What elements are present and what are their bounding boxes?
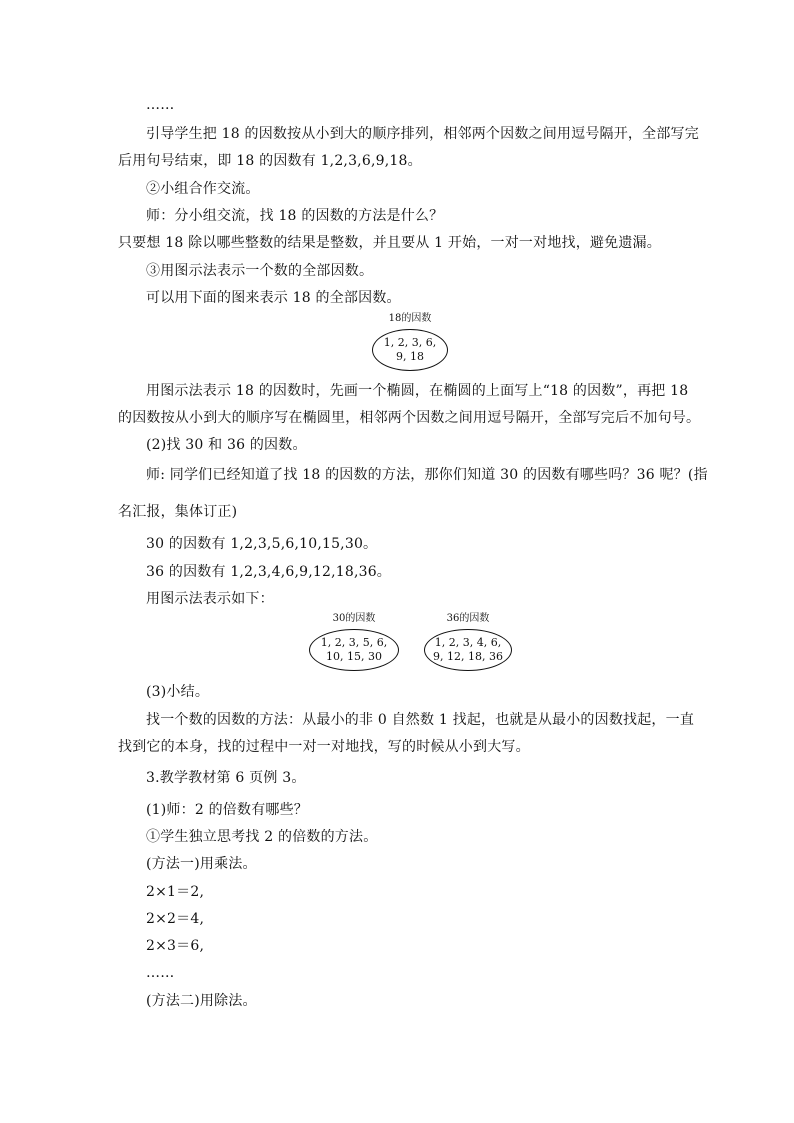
paragraph-line: 36 的因数有 1,2,3,4,6,9,12,18,36。: [146, 564, 392, 580]
section-heading: (3)小结。: [146, 684, 210, 700]
paragraph-line: 用图示法表示如下：: [146, 591, 274, 607]
diagram-caption: 18的因数: [388, 313, 432, 324]
paragraph-line: 找一个数的因数的方法：从最小的非 0 自然数 1 找起，也就是从最小的因数找起，一直: [146, 712, 695, 728]
paragraph-line: 可以用下面的图来表示 18 的全部因数。: [146, 290, 401, 306]
factor-list-row: 10, 15, 30: [326, 650, 382, 663]
factor-ellipse: [424, 629, 512, 671]
factor-list-row: 1, 2, 3, 6,: [383, 336, 437, 349]
teacher-question: 师: 同学们已经知道了找 18 的因数的方法，那你们知道 30 的因数有哪些吗？36 呢？(指: [146, 467, 708, 483]
step-heading: ②小组合作交流。: [146, 181, 260, 197]
equation-line: 2×2＝4,: [146, 911, 205, 927]
method-heading: (方法一)用乘法。: [146, 856, 257, 872]
paragraph-line: 用图示法表示 18 的因数时，先画一个椭圆，在椭圆的上面写上“18 的因数”，再把 18: [146, 383, 689, 399]
paragraph-line: 名汇报，集体订正): [118, 504, 238, 520]
paragraph-line: 引导学生把 18 的因数按从小到大的顺序排列，相邻两个因数之间用逗号隔开，全部写完: [146, 126, 699, 142]
section-heading: (2)找 30 和 36 的因数。: [146, 437, 307, 453]
factor-ellipse: [309, 629, 399, 671]
diagram-caption: 36的因数: [446, 613, 490, 624]
factor-diagram-36: [424, 613, 512, 673]
factor-list-row: 9, 12, 18, 36: [433, 650, 503, 663]
paragraph-line: 后用句号结束，即 18 的因数有 1,2,3,6,9,18。: [118, 153, 422, 169]
teacher-question: (1)师：2 的倍数有哪些？: [146, 802, 308, 818]
equation-line: 2×3＝6,: [146, 938, 205, 954]
diagram-caption: 30的因数: [332, 613, 376, 624]
factor-diagram-18: [372, 313, 448, 373]
paragraph-line: 30 的因数有 1,2,3,5,6,10,15,30。: [146, 536, 378, 552]
paragraph-line: 找到它的本身，找的过程中一对一对地找，写的时候从小到大写。: [118, 739, 530, 755]
method-heading: (方法二)用除法。: [146, 993, 257, 1009]
step-heading: ①学生独立思考找 2 的倍数的方法。: [146, 829, 378, 845]
ellipsis-line: ……: [146, 97, 175, 113]
paragraph-line: 的因数按从小到大的顺序写在椭圆里，相邻两个因数之间用逗号隔开，全部写完后不加句号。: [118, 410, 701, 426]
factor-list-row: 9, 18: [396, 350, 424, 363]
section-heading: 3.教学教材第 6 页例 3。: [146, 770, 306, 786]
ellipsis-line: ……: [146, 965, 175, 981]
teacher-question: 师：分小组交流，找 18 的因数的方法是什么？: [146, 208, 444, 224]
equation-line: 2×1＝2,: [146, 884, 205, 900]
paragraph-line: 只要想 18 除以哪些整数的结果是整数，并且要从 1 开始，一对一对地找，避免遗漏。: [118, 235, 661, 251]
factor-ellipse: [372, 329, 448, 371]
factor-diagram-30: [309, 613, 399, 673]
factor-list-row: 1, 2, 3, 5, 6,: [320, 636, 388, 649]
step-heading: ③用图示法表示一个数的全部因数。: [146, 263, 374, 279]
factor-list-row: 1, 2, 3, 4, 6,: [434, 636, 502, 649]
